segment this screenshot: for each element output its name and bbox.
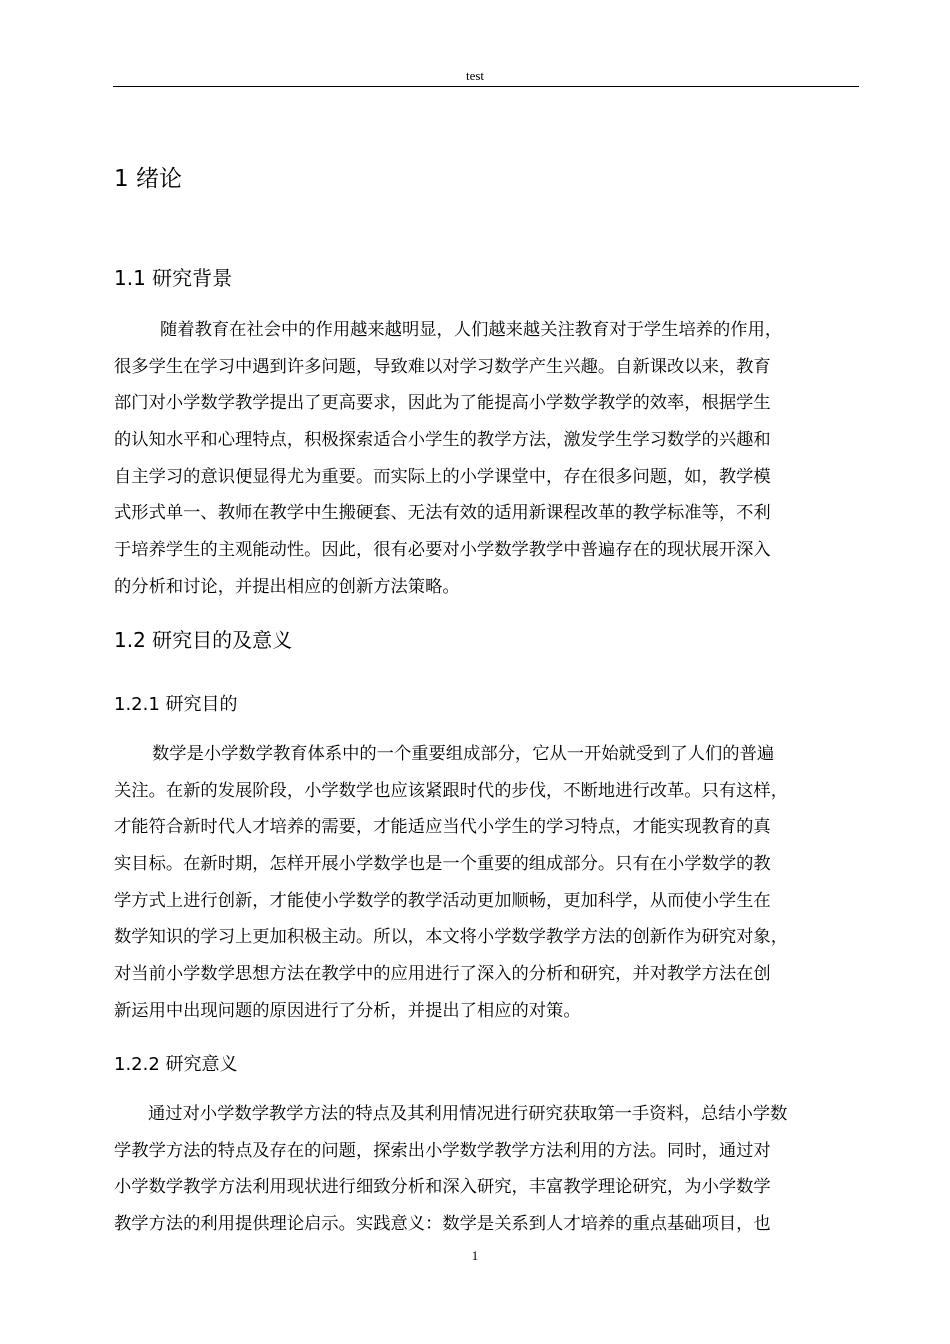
text-line: 自主学习的意识便显得尤为重要。而实际上的小学课堂中，存在很多问题，如，教学模 (114, 466, 771, 487)
text-line: 随着教育在社会中的作用越来越明显，人们越来越关注教育对于学生培养的作用， (160, 320, 783, 340)
text-line: 新运用中出现问题的原因进行了分析，并提出了相应的对策。 (114, 1000, 581, 1021)
text-line: 实目标。在新时期，怎样开展小学数学也是一个重要的组成部分。只有在小学数学的教 (114, 854, 771, 875)
text-line: 的分析和讨论，并提出相应的创新方法策略。 (114, 576, 460, 597)
header-divider (113, 86, 859, 87)
section-heading-purpose-significance: 1.2 研究目的及意义 (114, 628, 293, 652)
text-line: 通过对小学数学教学方法的特点及其利用情况进行研究获取第一手资料，总结小学数 (148, 1104, 788, 1124)
page-number: 1 (471, 1248, 479, 1263)
subsection-heading-significance: 1.2.2 研究意义 (114, 1054, 238, 1075)
page-header: test (465, 68, 485, 83)
text-line: 对当前小学数学思想方法在教学中的应用进行了深入的分析和研究，并对教学方法在创 (114, 964, 771, 985)
text-line: 数学知识的学习上更加积极主动。所以，本文将小学数学教学方法的创新作为研究对象， (114, 927, 788, 948)
paragraph-significance (114, 1096, 874, 1243)
text-line: 学教学方法的特点及存在的问题，探索出小学数学教学方法利用的方法。同时，通过对 (114, 1140, 771, 1161)
subsection-heading-purpose: 1.2.1 研究目的 (114, 694, 238, 715)
text-line: 部门对小学数学教学提出了更高要求，因此为了能提高小学数学教学的效率，根据学生 (114, 393, 771, 414)
chapter-heading: 1 绪论 (114, 166, 182, 192)
text-line: 才能符合新时代人才培养的需要，才能适应当代小学生的学习特点，才能实现教育的真 (114, 817, 771, 838)
paragraph-background (114, 312, 874, 606)
text-line: 于培养学生的主观能动性。因此，很有必要对小学数学教学中普遍存在的现状展开深入 (114, 540, 771, 561)
text-line: 小学数学教学方法利用现状进行细致分析和深入研究，丰富教学理论研究，为小学数学 (114, 1177, 771, 1198)
text-line: 很多学生在学习中遇到许多问题，导致难以对学习数学产生兴趣。自新课改以来，教育 (114, 356, 771, 377)
text-line: 数学是小学数学教育体系中的一个重要组成部分，它从一开始就受到了人们的普遍 (152, 744, 775, 764)
text-line: 教学方法的利用提供理论启示。实践意义：数学是关系到人才培养的重点基础项目，也 (114, 1214, 771, 1235)
text-line: 关注。在新的发展阶段，小学数学也应该紧跟时代的步伐，不断地进行改革。只有这样， (114, 780, 788, 801)
paragraph-purpose (114, 736, 874, 1030)
text-line: 式形式单一、教师在教学中生搬硬套、无法有效的适用新课程改革的教学标准等，不利 (114, 503, 771, 524)
section-heading-background: 1.1 研究背景 (114, 266, 233, 290)
text-line: 学方式上进行创新，才能使小学数学的教学活动更加顺畅，更加科学，从而使小学生在 (114, 890, 771, 911)
text-line: 的认知水平和心理特点，积极探索适合小学生的教学方法，激发学生学习数学的兴趣和 (114, 430, 771, 451)
